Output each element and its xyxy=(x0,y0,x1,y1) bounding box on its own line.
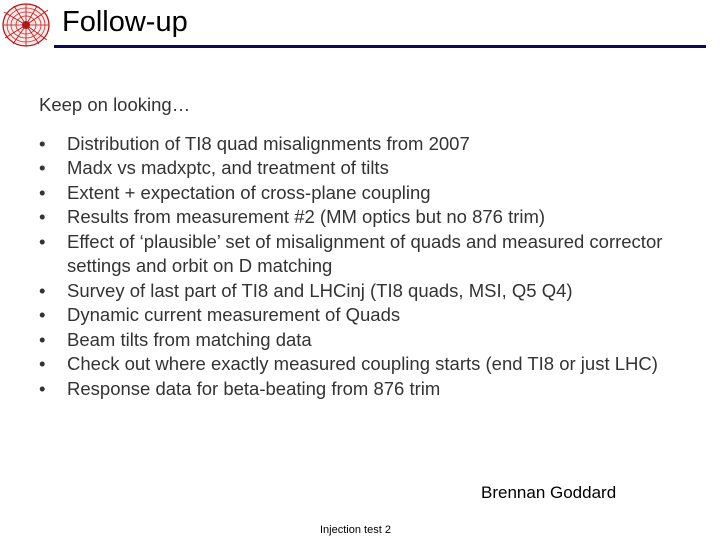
bullet-item xyxy=(39,156,699,181)
bullet-text: Check out where exactly measured coupling starts (end TI8 or just LHC) xyxy=(67,353,658,374)
bullet-dot: • xyxy=(39,328,46,350)
bullet-dot: • xyxy=(39,279,46,301)
bullet-item xyxy=(39,328,699,353)
bullet-dot: • xyxy=(39,132,46,154)
cern-logo-icon xyxy=(1,2,51,48)
bullet-dot: • xyxy=(39,377,46,399)
bullet-text: Extent + expectation of cross-plane coupling xyxy=(67,181,431,203)
bullet-dot: • xyxy=(39,206,46,227)
author-name: Brennan Goddard xyxy=(481,483,617,502)
slide-body xyxy=(39,93,699,401)
bullet-dot: • xyxy=(39,304,46,325)
footer-text: Injection test 2 xyxy=(320,524,391,536)
bullet-text: Response data for beta-beating from 876 trim xyxy=(67,377,441,399)
bullet-dot: • xyxy=(39,157,46,178)
bullet-item xyxy=(39,132,699,157)
bullet-list xyxy=(39,132,699,402)
subheading: Keep on looking… xyxy=(39,94,191,115)
bullet-text: Effect of ‘plausible’ set of misalignment of quads and measured corrector settings and orbit on D matching xyxy=(67,230,663,276)
bullet-item xyxy=(39,205,699,230)
bullet-item xyxy=(39,352,699,377)
bullet-dot: • xyxy=(39,230,46,252)
bullet-text: Dynamic current measurement of Quads xyxy=(67,304,401,325)
bullet-item xyxy=(39,377,699,402)
bullet-item xyxy=(39,279,699,304)
bullet-text: Results from measurement #2 (MM optics but no 876 trim) xyxy=(67,206,546,227)
bullet-item xyxy=(39,303,699,328)
bullet-item xyxy=(39,230,699,279)
bullet-item xyxy=(39,181,699,206)
bullet-text: Madx vs madxptc, and treatment of tilts xyxy=(67,157,389,178)
slide-title: Follow-up xyxy=(62,6,188,38)
bullet-text: Distribution of TI8 quad misalignments from 2007 xyxy=(67,132,470,154)
bullet-dot: • xyxy=(39,353,46,374)
bullet-dot: • xyxy=(39,181,46,203)
bullet-text: Survey of last part of TI8 and LHCinj (TI8 quads, MSI, Q5 Q4) xyxy=(67,279,573,301)
bullet-text: Beam tilts from matching data xyxy=(67,328,312,350)
title-divider xyxy=(54,45,706,48)
